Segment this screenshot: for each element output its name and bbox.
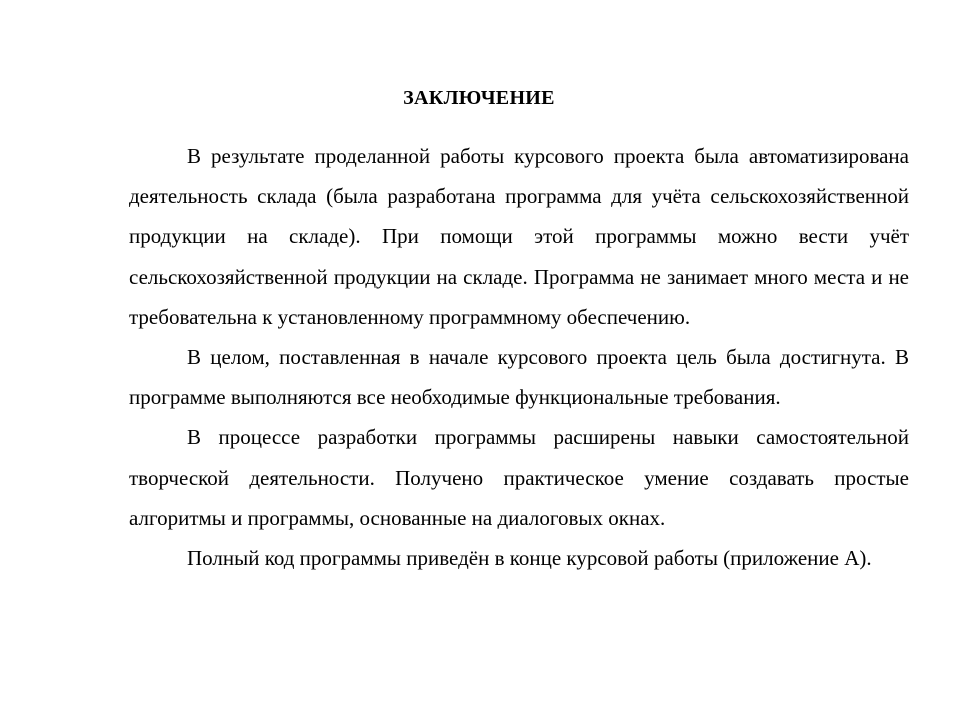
page-title: ЗАКЛЮЧЕНИЕ <box>403 87 555 109</box>
paragraph-results: В результате проделанной работы курсового проекта была автоматизирована деятельность склада (была разработана программа для учёта сельскохозяйственной продукции на складе). При помощи этой программы можно вести учёт сельскохозяйственной продукции на складе. Программа не занимает много места и не требовательна к установленному программному обеспечению. <box>129 144 909 329</box>
paragraph-skills: В процессе разработки программы расширены навыки самостоятельной творческой деятельности. Получено практическое умение создавать простые алгоритмы и программы, основанные на диалоговых окнах. <box>129 425 909 530</box>
paragraph-goal: В целом, поставленная в начале курсового проекта цель была достигнута. В программе выполняются все необходимые функциональные требования. <box>129 345 909 410</box>
paragraph-appendix: Полный код программы приведён в конце курсовой работы (приложение А). <box>187 546 872 571</box>
document-body <box>129 136 909 578</box>
